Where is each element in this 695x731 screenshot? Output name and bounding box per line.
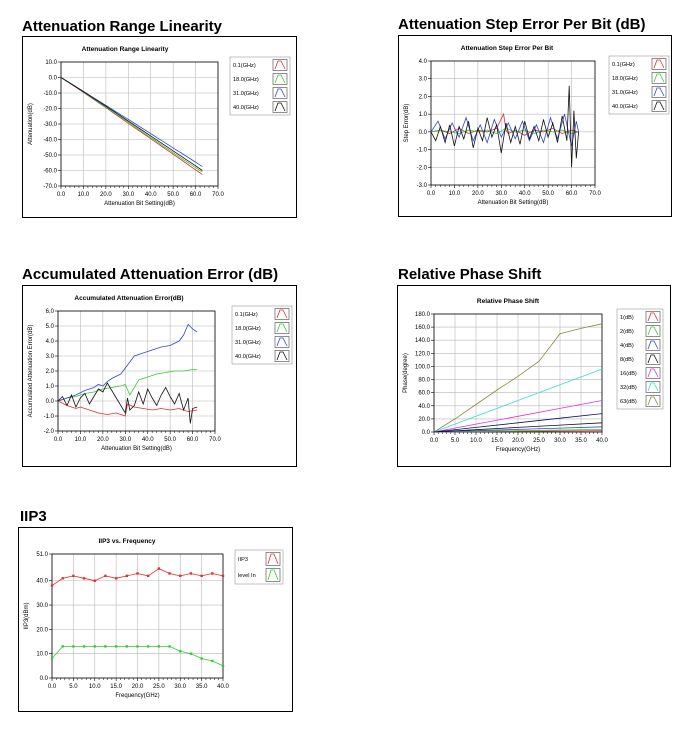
- y-tick-label: 51.0: [36, 552, 48, 558]
- data-point: [94, 580, 96, 582]
- y-tick-label: 2.0: [45, 369, 54, 375]
- data-point: [136, 645, 138, 647]
- data-point: [200, 575, 202, 577]
- y-tick-label: -70.0: [43, 184, 57, 190]
- data-point: [147, 645, 149, 647]
- x-tick-label: 20.0: [512, 438, 524, 444]
- y-axis-label: IIP3(dBm): [24, 602, 30, 630]
- legend-label: 63(dB): [620, 399, 637, 405]
- legend-label: 0.1(GHz): [233, 63, 256, 69]
- x-tick-label: 0.0: [429, 438, 439, 444]
- x-tick-label: 10.0: [448, 191, 461, 197]
- y-tick-label: -20.0: [43, 106, 57, 113]
- data-point: [61, 645, 63, 647]
- y-tick-label: 3.0: [418, 76, 427, 83]
- chart-step-error: [399, 36, 673, 218]
- data-point: [179, 650, 181, 652]
- y-tick-label: -2.0: [416, 165, 427, 172]
- chart-title: Accumulated Attenuation Error(dB): [74, 295, 184, 302]
- chart-panel-attenuation-range: [22, 36, 297, 218]
- y-tick-label: 40.0: [36, 578, 48, 585]
- data-point: [126, 645, 128, 647]
- data-point: [115, 645, 117, 647]
- section-title-accumulated-error: Accumulated Attenuation Error (dB): [22, 266, 279, 283]
- x-tick-label: 20.0: [131, 684, 144, 690]
- x-tick-label: 35.0: [195, 684, 208, 690]
- series-line: [58, 401, 197, 416]
- chart-title: Attenuation Range Linearity: [81, 46, 169, 53]
- x-tick-label: 10.0: [77, 192, 90, 198]
- y-tick-label: 10.0: [45, 60, 57, 66]
- x-tick-label: 40.0: [518, 191, 531, 197]
- legend-label: 40.0(GHz): [612, 104, 638, 110]
- chart-accumulated-error: [23, 286, 298, 468]
- y-tick-label: 120.0: [414, 351, 430, 358]
- x-tick-label: 30.0: [122, 192, 135, 198]
- y-tick-label: 6.0: [45, 309, 54, 315]
- legend-label: 4(dB): [620, 343, 634, 349]
- data-point: [104, 575, 106, 577]
- y-tick-label: 80.0: [418, 377, 430, 384]
- x-tick-label: 50.0: [167, 192, 179, 198]
- legend-label: 2(dB): [620, 329, 634, 335]
- data-point: [61, 577, 63, 579]
- y-axis-label: Step Error(dB): [404, 103, 410, 143]
- x-axis-label: Frequency(GHz): [115, 693, 160, 699]
- chart-iip3: [19, 528, 294, 713]
- y-tick-label: 4.0: [418, 59, 427, 65]
- legend-label: level In: [238, 573, 256, 579]
- series-line: [61, 78, 202, 173]
- legend-label: 31.0(GHz): [235, 340, 261, 346]
- x-tick-label: 10.0: [74, 437, 87, 443]
- legend-label: 18.0(GHz): [233, 77, 259, 83]
- x-tick-label: 35.0: [575, 438, 587, 444]
- x-tick-label: 70.0: [212, 192, 224, 198]
- x-axis-label: Frequency(GHz): [495, 447, 541, 453]
- y-tick-label: -60.0: [43, 168, 57, 175]
- data-point: [222, 665, 224, 667]
- x-tick-label: 60.0: [565, 191, 578, 197]
- x-tick-label: 60.0: [186, 437, 199, 443]
- x-tick-label: 20.0: [97, 437, 109, 443]
- legend-label: IIP3: [238, 557, 248, 563]
- y-tick-label: 1.0: [45, 384, 54, 390]
- y-tick-label: -1.0: [43, 414, 54, 420]
- legend-label: 40.0(GHz): [235, 354, 261, 360]
- y-tick-label: 0.0: [418, 129, 427, 136]
- chart-panel-relative-phase: [397, 285, 671, 467]
- x-tick-label: 0.0: [426, 191, 436, 197]
- y-tick-label: 60.0: [418, 390, 430, 397]
- y-tick-label: 0.0: [39, 676, 48, 682]
- legend-label: 18.0(GHz): [235, 326, 261, 332]
- series-line: [58, 370, 197, 402]
- x-tick-label: 30.0: [495, 191, 508, 197]
- data-point: [104, 645, 106, 647]
- chart-title: IIP3 vs. Frequency: [98, 538, 156, 545]
- x-tick-label: 40.0: [144, 192, 157, 198]
- data-point: [211, 572, 213, 574]
- x-tick-label: 30.0: [554, 438, 566, 444]
- y-tick-label: 10.0: [36, 651, 48, 658]
- y-tick-label: 20.0: [36, 627, 48, 634]
- x-tick-label: 70.0: [209, 437, 221, 443]
- chart-panel-iip3: [18, 527, 293, 712]
- x-tick-label: 40.0: [141, 437, 154, 443]
- data-point: [168, 572, 170, 574]
- x-tick-label: 0.0: [53, 437, 63, 443]
- y-tick-label: 2.0: [418, 94, 427, 101]
- x-tick-label: 70.0: [589, 191, 601, 197]
- data-point: [115, 577, 117, 579]
- y-tick-label: 20.0: [418, 416, 430, 423]
- data-point: [51, 657, 53, 659]
- y-tick-label: 1.0: [418, 112, 427, 119]
- y-axis-label: Phase(degree): [403, 353, 409, 393]
- data-point: [158, 645, 160, 647]
- legend-label: 0.1(GHz): [235, 312, 258, 318]
- data-point: [168, 645, 170, 647]
- y-tick-label: 4.0: [45, 339, 54, 345]
- data-point: [83, 645, 85, 647]
- data-point: [200, 657, 202, 659]
- x-tick-label: 40.0: [217, 684, 229, 690]
- y-tick-label: 0.0: [45, 399, 54, 405]
- legend-label: 8(dB): [620, 357, 634, 363]
- x-tick-label: 30.0: [174, 684, 187, 690]
- chart-relative-phase: [398, 286, 672, 468]
- x-tick-label: 20.0: [100, 192, 112, 198]
- section-title-iip3: IIP3: [20, 508, 47, 525]
- y-tick-label: -10.0: [43, 91, 57, 97]
- y-tick-label: 0.0: [48, 75, 57, 82]
- data-point: [190, 652, 192, 654]
- x-tick-label: 15.0: [110, 684, 122, 690]
- y-tick-label: 100.0: [414, 364, 430, 371]
- chart-panel-accumulated-error: [22, 285, 297, 467]
- data-point: [147, 575, 149, 577]
- data-point: [190, 572, 192, 574]
- x-tick-label: 60.0: [189, 192, 202, 198]
- legend-label: 40.0(GHz): [233, 105, 259, 111]
- y-tick-label: 5.0: [45, 324, 54, 330]
- data-point: [72, 575, 74, 577]
- series-line: [61, 78, 202, 175]
- y-tick-label: 30.0: [36, 603, 48, 610]
- legend-label: 1(dB): [620, 315, 634, 321]
- y-tick-label: 180.0: [414, 312, 430, 318]
- section-title-relative-phase: Relative Phase Shift: [398, 266, 542, 283]
- data-point: [126, 575, 128, 577]
- legend-label: 0.1(GHz): [612, 62, 635, 68]
- y-tick-label: -3.0: [416, 183, 427, 189]
- data-point: [94, 645, 96, 647]
- chart-panel-step-error: [398, 35, 672, 217]
- x-tick-label: 50.0: [164, 437, 176, 443]
- legend-label: 18.0(GHz): [612, 76, 638, 82]
- chart-title: Relative Phase Shift: [476, 298, 540, 305]
- series-line: [431, 86, 579, 168]
- legend-label: 31.0(GHz): [612, 90, 638, 96]
- x-tick-label: 5.0: [69, 684, 78, 690]
- data-point: [179, 575, 181, 577]
- data-point: [211, 660, 213, 662]
- y-tick-label: -40.0: [43, 137, 57, 144]
- y-axis-label: Attenuation(dB): [28, 103, 34, 145]
- y-axis-label: Accumulated Attenuation Error(dB): [28, 324, 34, 418]
- x-tick-label: 40.0: [596, 438, 608, 444]
- legend-label: 16(dB): [620, 371, 637, 377]
- x-axis-label: Attenuation Bit Setting(dB): [101, 446, 172, 452]
- y-tick-label: -30.0: [43, 122, 57, 128]
- y-tick-label: 160.0: [414, 325, 430, 332]
- x-tick-label: 0.0: [47, 684, 57, 690]
- data-point: [222, 575, 224, 577]
- y-tick-label: -1.0: [416, 147, 427, 154]
- y-tick-label: -2.0: [43, 429, 54, 435]
- data-point: [136, 572, 138, 574]
- x-tick-label: 20.0: [472, 191, 484, 197]
- x-tick-label: 25.0: [533, 438, 545, 444]
- data-point: [83, 577, 85, 579]
- x-tick-label: 50.0: [542, 191, 554, 197]
- y-tick-label: 3.0: [45, 354, 54, 360]
- data-point: [72, 645, 74, 647]
- legend-label: 32(dB): [620, 385, 637, 391]
- x-tick-label: 10.0: [470, 438, 482, 444]
- legend-label: 31.0(GHz): [233, 91, 259, 97]
- x-tick-label: 5.0: [450, 438, 460, 444]
- data-point: [158, 567, 160, 569]
- x-axis-label: Attenuation Bit Setting(dB): [477, 200, 549, 206]
- data-point: [51, 584, 53, 586]
- x-tick-label: 30.0: [119, 437, 132, 443]
- section-title-step-error: Attenuation Step Error Per Bit (dB): [398, 16, 646, 33]
- y-tick-label: 140.0: [414, 338, 430, 345]
- x-tick-label: 10.0: [88, 684, 101, 690]
- x-tick-label: 15.0: [491, 438, 503, 444]
- chart-title: Attenuation Step Error Per Bit: [460, 45, 554, 52]
- section-title-attenuation-range: Attenuation Range Linearity: [22, 18, 223, 35]
- y-tick-label: -50.0: [43, 153, 57, 159]
- x-tick-label: 0.0: [56, 192, 66, 198]
- chart-attenuation-range: [23, 37, 298, 219]
- x-tick-label: 25.0: [153, 684, 165, 690]
- x-axis-label: Attenuation Bit Setting(dB): [104, 201, 175, 207]
- y-tick-label: 0.0: [421, 430, 430, 436]
- y-tick-label: 40.0: [418, 403, 430, 410]
